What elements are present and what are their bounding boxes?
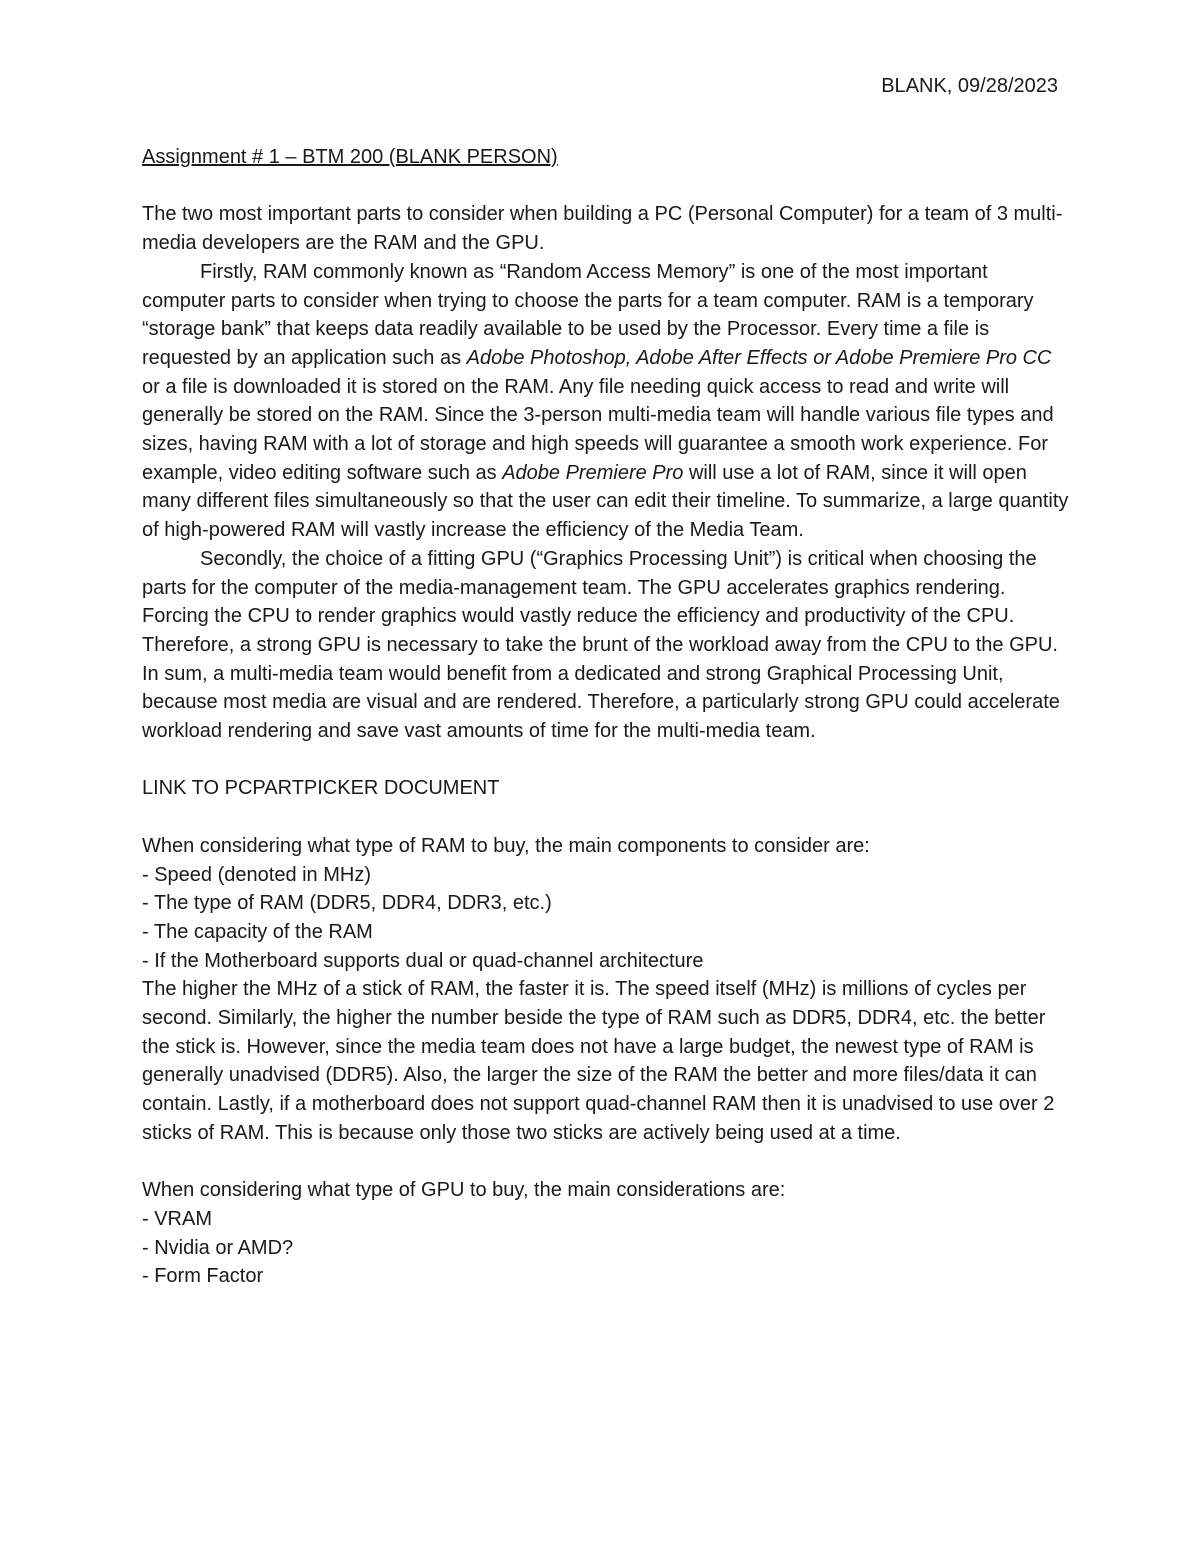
ram-list-item: - Speed (denoted in MHz)	[142, 863, 372, 886]
ram-paragraph	[142, 258, 1072, 545]
ram-paragraph-text-3: will use a lot of RAM, since it will open many different files simultaneously so that the user can edit their timeline. To summarize, a large quantity of high-powered RAM will vastly increase the efficiency of the Media Team.	[142, 461, 1069, 542]
ram-paragraph-italic-apps: Adobe Photoshop, Adobe After Effects or Adobe Premiere Pro CC	[466, 346, 1052, 369]
ram-paragraph-text-1: Firstly, RAM commonly known as “Random Access Memory” is one of the most important computer parts to consider when trying to choose the parts for a team computer. RAM is a temporary “storage bank” that keeps data readily available to be used by the Processor. Every time a file is requested by an application such as	[142, 260, 1034, 369]
ram-list-item: - The type of RAM (DDR5, DDR4, DDR3, etc.)	[142, 892, 552, 915]
intro-paragraph: The two most important parts to consider when building a PC (Personal Computer) for a team of 3 multi-media developers are the RAM and the GPU.	[142, 203, 1063, 255]
document-body	[142, 143, 1072, 1291]
spacer	[142, 172, 1072, 201]
ram-section-intro: When considering what type of RAM to buy, the main components to consider are:	[142, 834, 870, 857]
spacer	[142, 746, 1072, 775]
ram-paragraph-italic-premiere: Adobe Premiere Pro	[502, 461, 684, 484]
ram-section-body: The higher the MHz of a stick of RAM, the faster it is. The speed itself (MHz) is millions of cycles per second. Similarly, the higher the number beside the type of RAM such as DDR5, DDR4, etc. the better the stick is. However, since the media team does not have a large budget, the newest type of RAM is generally unadvised (DDR5). Also, the larger the size of the RAM the better and more files/data it can contain. Lastly, if a motherboard does not support quad-channel RAM then it is unadvised to use over 2 sticks of RAM. This is because only those two sticks are actively being used at a time.	[142, 978, 1055, 1144]
gpu-list-item: - VRAM	[142, 1207, 212, 1230]
gpu-section-intro: When considering what type of GPU to buy, the main considerations are:	[142, 1179, 786, 1202]
gpu-paragraph: Secondly, the choice of a fitting GPU (“Graphics Processing Unit”) is critical when choosing the parts for the computer of the media-management team. The GPU accelerates graphics rendering. Forcing the CPU to render graphics would vastly reduce the efficiency and productivity of the CPU. Therefore, a strong GPU is necessary to take the brunt of the workload away from the CPU to the GPU. In sum, a multi-media team would benefit from a dedicated and strong Graphical Processing Unit, because most media are visual and are rendered. Therefore, a particularly strong GPU could accelerate workload rendering and save vast amounts of time for the multi-media team.	[142, 547, 1060, 743]
pcpartpicker-link[interactable]: LINK TO PCPARTPICKER DOCUMENT	[142, 777, 500, 800]
name-date-header: BLANK, 09/28/2023	[881, 75, 1058, 97]
assignment-title: Assignment # 1 – BTM 200 (BLANK PERSON)	[142, 146, 558, 168]
ram-list-item: - The capacity of the RAM	[142, 920, 373, 943]
gpu-list-item: - Nvidia or AMD?	[142, 1236, 294, 1259]
ram-paragraph-text-2: or a file is downloaded it is stored on the RAM. Any file needing quick access to read and write will generally be stored on the RAM. Since the 3-person multi-media team will handle various file types and sizes, having RAM with a lot of storage and high speeds will guarantee a smooth work experience. For example, video editing software such as	[142, 375, 1054, 484]
ram-list-item: - If the Motherboard supports dual or quad-channel architecture	[142, 949, 704, 972]
spacer	[142, 803, 1072, 832]
gpu-list-item: - Form Factor	[142, 1265, 264, 1288]
spacer	[142, 1148, 1072, 1177]
